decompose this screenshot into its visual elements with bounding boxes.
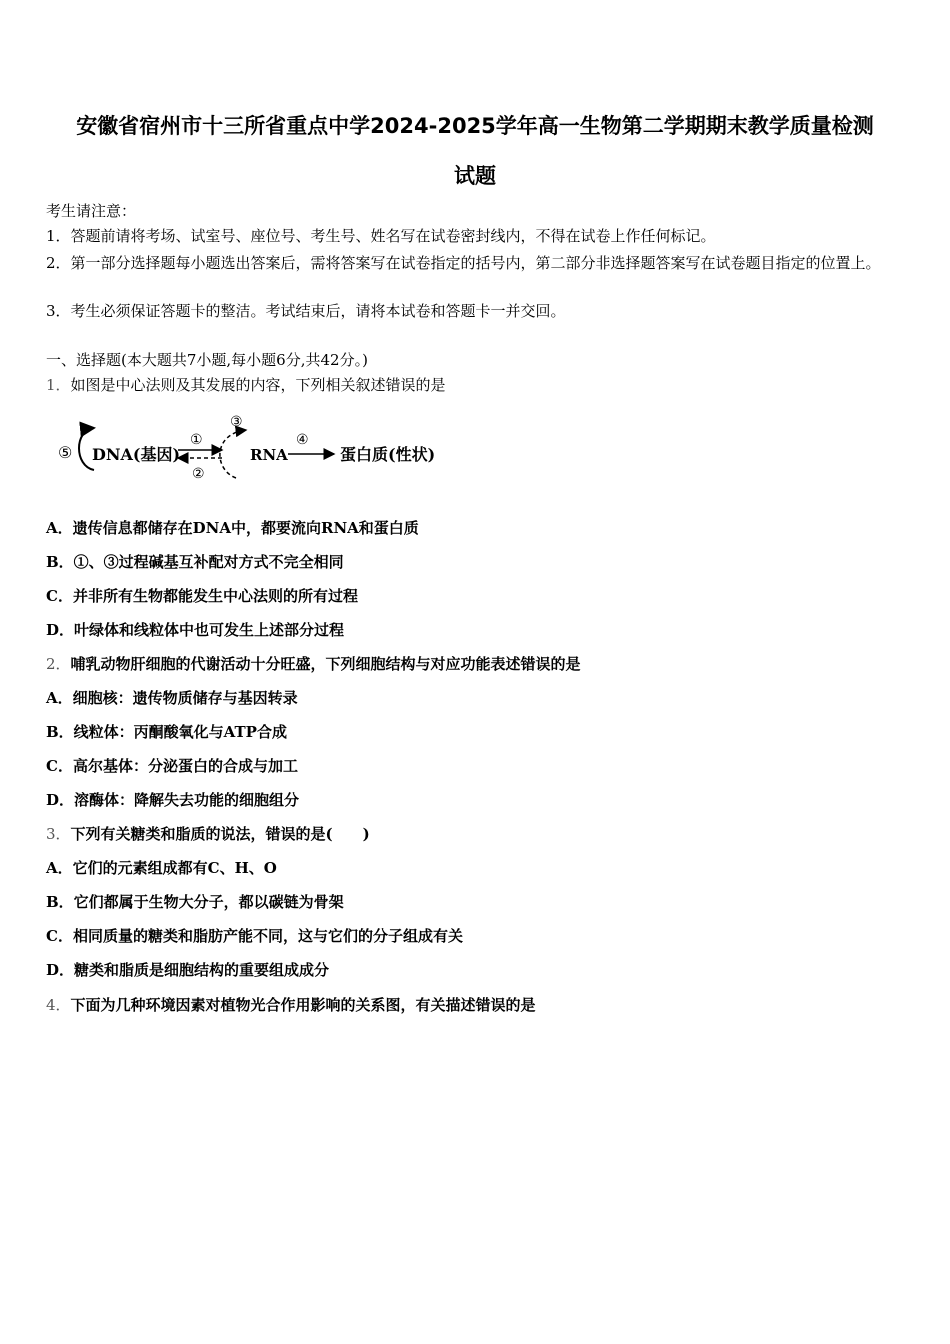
q2-option-b: B．线粒体：丙酮酸氧化与ATP合成 [46,723,287,741]
notice-heading: 考生请注意： [46,202,137,220]
protein-label: 蛋白质(性状) [340,445,436,464]
q2-option-c: C．高尔基体：分泌蛋白的合成与加工 [46,757,298,775]
dna-label: DNA(基因) [92,445,181,464]
question-number: 3． [46,825,71,843]
question-3 [46,824,370,844]
page-title-line-2: 试题 [454,164,496,188]
q1-option-a: A．遗传信息都储存在DNA中，都要流向RNA和蛋白质 [46,519,419,537]
step-2-label: ② [192,466,205,482]
q1-option-d: D．叶绿体和线粒体中也可发生上述部分过程 [46,621,345,639]
question-stem: 如图是中心法则及其发展的内容，下列相关叙述错误的是 [70,376,446,394]
step-3-loop-arrow [220,430,246,478]
question-1 [46,375,446,395]
step-5-label: ⑤ [58,443,73,462]
section-heading: 一、选择题(本大题共7小题,每小题6分,共42分。) [46,351,368,369]
q3-option-d: D．糖类和脂质是细胞结构的重要组成成分 [46,961,330,979]
notice-item-3: 3．考生必须保证答题卡的整洁。考试结束后，请将本试卷和答题卡一并交回。 [46,302,566,320]
q2-option-a: A．细胞核：遗传物质储存与基因转录 [46,689,298,707]
q1-option-c: C．并非所有生物都能发生中心法则的所有过程 [46,587,358,605]
notice-item-2: 2．第一部分选择题每小题选出答案后，需将答案写在试卷指定的括号内，第二部分非选择题答案写在试卷题目指定的位置上。 [46,254,881,272]
question-stem: 哺乳动物肝细胞的代谢活动十分旺盛，下列细胞结构与对应功能表述错误的是 [70,655,581,673]
step-1-label: ① [190,432,203,448]
question-2 [46,654,581,674]
q1-option-b: B．①、③过程碱基互补配对方式不完全相同 [46,553,344,571]
question-stem: 下列有关糖类和脂质的说法，错误的是( ) [70,825,370,843]
question-number: 1． [46,376,71,394]
q3-option-b: B．它们都属于生物大分子，都以碳链为骨架 [46,893,344,911]
q3-option-a: A．它们的元素组成都有C、H、O [46,859,277,877]
page-title-line-1: 安徽省宿州市十三所省重点中学2024-2025学年高一生物第二学期期末教学质量检测 [76,114,874,138]
question-4 [46,995,536,1015]
step-3-label: ③ [230,414,243,430]
question-number: 2． [46,655,71,673]
step-4-label: ④ [296,432,309,448]
central-dogma-diagram [50,408,450,488]
question-stem: 下面为几种环境因素对植物光合作用影响的关系图，有关描述错误的是 [70,996,536,1014]
question-number: 4． [46,996,71,1014]
rna-label: RNA [250,446,288,464]
notice-item-1: 1．答题前请将考场、试室号、座位号、考生号、姓名写在试卷密封线内，不得在试卷上作任何标记。 [46,227,716,245]
q2-option-d: D．溶酶体：降解失去功能的细胞组分 [46,791,300,809]
q3-option-c: C．相同质量的糖类和脂肪产能不同，这与它们的分子组成有关 [46,927,463,945]
